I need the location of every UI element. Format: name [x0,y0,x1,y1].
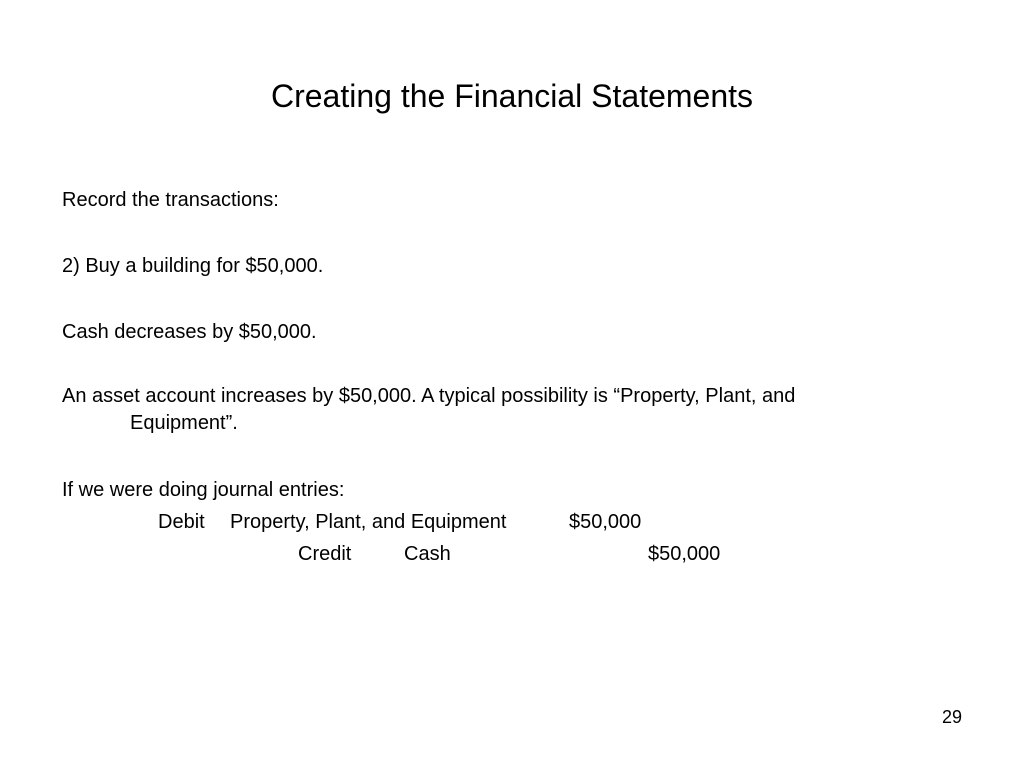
credit-label: Credit [298,543,352,565]
asset-line: An asset account increases by $50,000. A typical possibility is “Property, Plant, and [62,385,796,407]
debit-amount: $50,000 [569,511,642,533]
slide-title: Creating the Financial Statements [270,78,754,114]
transaction-line: 2) Buy a building for $50,000. [62,255,324,277]
credit-account: Cash [404,543,451,565]
debit-account: Property, Plant, and Equipment [230,511,507,533]
slide-number: 29 [941,707,962,727]
journal-intro-line: If we were doing journal entries: [62,479,345,501]
asset-line-continued: Equipment”. [130,412,238,434]
credit-amount: $50,000 [648,543,721,565]
intro-line: Record the transactions: [62,189,279,211]
cash-line: Cash decreases by $50,000. [62,321,317,343]
debit-label: Debit [158,511,205,533]
